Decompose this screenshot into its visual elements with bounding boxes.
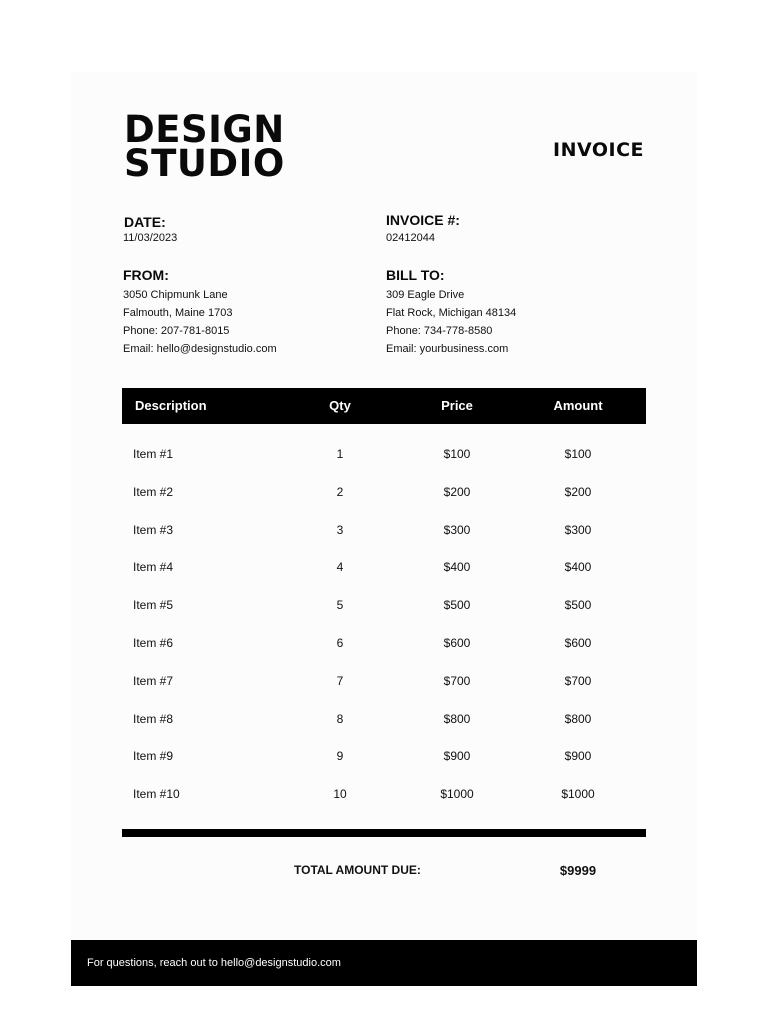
cell-description: Item #9 bbox=[133, 749, 174, 764]
footer-contact-text: For questions, reach out to hello@designstudio.com bbox=[87, 957, 341, 969]
cell-description: Item #7 bbox=[133, 673, 174, 688]
document-title: INVOICE bbox=[553, 139, 644, 161]
invoice-number-block bbox=[386, 211, 460, 247]
cell-amount: $500 bbox=[564, 598, 592, 613]
cell-price: $500 bbox=[443, 598, 471, 613]
cell-amount: $800 bbox=[564, 711, 592, 726]
cell-price: $800 bbox=[443, 711, 471, 726]
cell-description: Item #3 bbox=[133, 522, 174, 537]
brand-logo bbox=[124, 108, 285, 185]
table-row bbox=[122, 549, 646, 587]
table-row bbox=[122, 512, 646, 550]
from-email-line: Email: hello@designstudio.com bbox=[123, 343, 277, 355]
cell-description: Item #2 bbox=[133, 484, 174, 499]
cell-price: $300 bbox=[443, 522, 471, 537]
cell-description: Item #5 bbox=[133, 598, 174, 613]
table-row bbox=[122, 701, 646, 739]
line-items bbox=[122, 436, 646, 814]
bill-to-phone-line: Phone: 734-778-8580 bbox=[386, 325, 493, 337]
cell-qty: 2 bbox=[336, 484, 344, 499]
cell-qty: 4 bbox=[336, 560, 344, 575]
brand-line-1: DESIGN bbox=[124, 108, 285, 151]
bill-to-address-line: 309 Eagle Drive bbox=[386, 289, 465, 301]
cell-price: $700 bbox=[443, 673, 471, 688]
cell-amount: $600 bbox=[564, 635, 592, 650]
date-value: 11/03/2023 bbox=[123, 232, 178, 244]
table-row bbox=[122, 776, 646, 814]
header-qty: Qty bbox=[329, 398, 351, 413]
date-block bbox=[124, 213, 177, 247]
table-row bbox=[122, 625, 646, 663]
table-row bbox=[122, 587, 646, 625]
header-amount: Amount bbox=[553, 398, 603, 413]
table-row bbox=[122, 738, 646, 776]
from-city-line: Falmouth, Maine 1703 bbox=[123, 307, 233, 319]
total-divider bbox=[122, 829, 646, 837]
from-block bbox=[123, 266, 277, 358]
cell-qty: 8 bbox=[336, 711, 344, 726]
brand-line-2: STUDIO bbox=[124, 142, 285, 185]
cell-amount: $100 bbox=[564, 447, 592, 461]
cell-qty: 5 bbox=[336, 598, 344, 613]
cell-description: Item #1 bbox=[133, 447, 174, 461]
invoice-number-label: INVOICE #: bbox=[386, 212, 460, 228]
cell-amount: $700 bbox=[564, 673, 592, 688]
cell-price: $400 bbox=[443, 560, 471, 575]
cell-qty: 1 bbox=[336, 447, 344, 461]
cell-amount: $300 bbox=[564, 522, 592, 537]
cell-price: $100 bbox=[443, 447, 471, 461]
table-row bbox=[122, 474, 646, 512]
bill-to-label: BILL TO: bbox=[386, 267, 445, 283]
cell-price: $200 bbox=[443, 484, 471, 499]
total-label: TOTAL AMOUNT DUE: bbox=[294, 863, 421, 877]
date-label: DATE: bbox=[124, 214, 166, 230]
table-header bbox=[122, 388, 646, 424]
header-price: Price bbox=[441, 398, 473, 413]
cell-amount: $900 bbox=[564, 749, 592, 764]
cell-amount: $1000 bbox=[561, 787, 595, 802]
from-phone-line: Phone: 207-781-8015 bbox=[123, 325, 230, 337]
invoice-number-value: 02412044 bbox=[386, 232, 435, 244]
bill-to-block bbox=[386, 266, 516, 358]
cell-qty: 3 bbox=[336, 522, 344, 537]
cell-qty: 9 bbox=[336, 749, 344, 764]
bill-to-city-line: Flat Rock, Michigan 48134 bbox=[386, 307, 517, 319]
cell-description: Item #6 bbox=[133, 635, 174, 650]
cell-qty: 7 bbox=[336, 673, 344, 688]
cell-amount: $200 bbox=[564, 484, 592, 499]
cell-description: Item #8 bbox=[133, 711, 174, 726]
cell-qty: 6 bbox=[336, 635, 344, 650]
footer-bar bbox=[71, 940, 697, 986]
total-value: $9999 bbox=[559, 863, 597, 878]
table-row bbox=[122, 663, 646, 701]
cell-description: Item #10 bbox=[133, 787, 180, 802]
bill-to-email-line: Email: yourbusiness.com bbox=[386, 343, 509, 355]
cell-description: Item #4 bbox=[133, 560, 174, 575]
cell-price: $600 bbox=[443, 635, 471, 650]
header-description: Description bbox=[135, 398, 207, 413]
table-row bbox=[122, 436, 646, 474]
from-label: FROM: bbox=[123, 267, 169, 283]
cell-qty: 10 bbox=[333, 787, 347, 802]
from-address-line: 3050 Chipmunk Lane bbox=[123, 289, 228, 301]
cell-price: $1000 bbox=[440, 787, 474, 802]
cell-price: $900 bbox=[443, 749, 471, 764]
cell-amount: $400 bbox=[564, 560, 592, 575]
